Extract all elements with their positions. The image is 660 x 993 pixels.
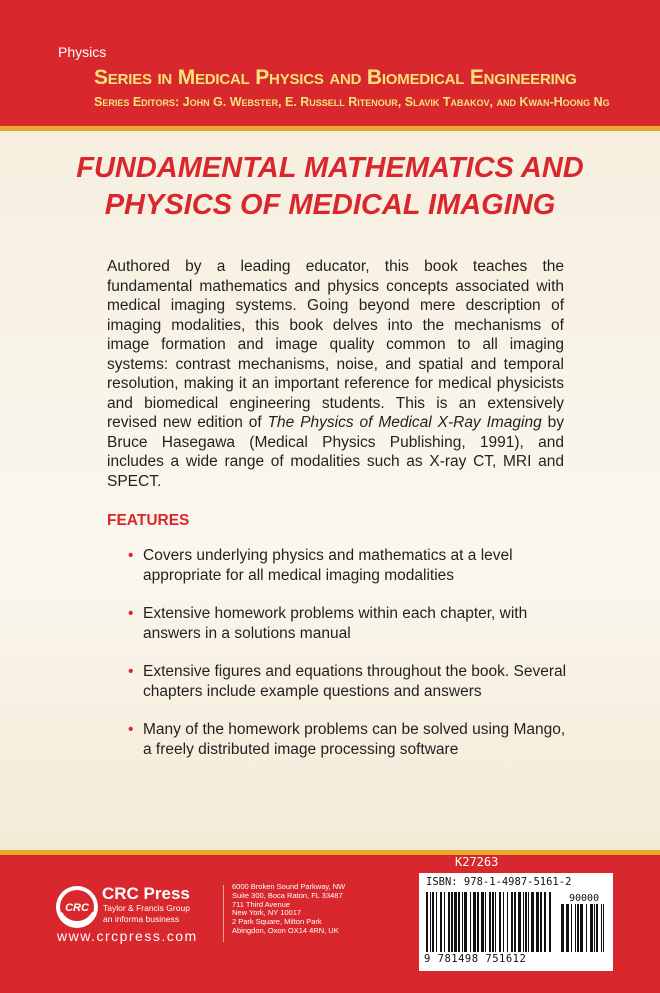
barcode-bar [440,892,442,952]
barcode-icon [426,892,554,952]
barcode-bar [489,892,491,952]
publisher-address [232,883,345,936]
barcode-bar [464,892,467,952]
description-text-1: Authored by a leading educator, this book teaches the fundamental mathematics and physics concepts associated with medical imaging systems. Going beyond mere description of imaging modalities, this book delves into the mechanisms of image formation and image quality common to all imaging systems: contrast mechanisms, noise, and spatial and temporal resolution, making it an important reference for medical physicists and biomedical engineering students. This is an extensively revised new edition of [107,258,564,431]
barcode-bar [492,892,494,952]
barcode-bar [473,892,476,952]
publisher-tagline: an informa business [103,914,180,924]
barcode-bar [594,904,595,952]
book-title-line-1: FUNDAMENTAL MATHEMATICS AND [76,152,584,184]
barcode-bar [514,892,516,952]
barcode-addon-icon [561,904,607,952]
bullet-icon: • [128,721,134,738]
barcode-bar [481,892,484,952]
barcode-bar [477,892,479,952]
isbn-number: ISBN: 978-1-4987-5161-2 [426,876,572,888]
crc-logo-text: CRC [65,902,89,914]
feature-item: • Extensive figures and equations throughout the book. Several chapters include example questions and answers [128,663,567,700]
category-label: Physics [58,44,107,60]
barcode-bar [451,892,453,952]
barcode-digits: 9 781498 751612 [424,953,527,965]
barcode-bar [531,892,534,952]
address-line: 711 Third Avenue [232,899,290,909]
barcode-bar [432,892,434,952]
series-title: Series in Medical Physics and Biomedical Engineering [94,66,577,89]
barcode-bar [577,904,579,952]
referenced-book-title: The Physics of Medical X-Ray Imaging [267,414,542,431]
barcode-bar [426,892,428,952]
barcode-bar [462,892,463,952]
address-line: New York, NY 10017 [232,908,302,918]
barcode-bar [544,892,546,952]
bullet-icon: • [128,663,134,680]
description-text-2: by Bruce Hasegawa (Medical Physics Publishing, 1991), and includes a wide range of modalities such as X-ray CT, MRI and SPECT. [107,414,565,490]
barcode-bar [470,892,471,952]
barcode-bar [590,904,593,952]
address-line: 6000 Broken Sound Parkway, NW [232,882,346,891]
book-title-line-2: PHYSICS OF MEDICAL IMAGING [104,189,556,221]
barcode-bar [575,904,576,952]
feature-item: • Many of the homework problems can be solved using Mango, a freely distributed image processing software [128,721,566,758]
barcode-bar [518,892,521,952]
address-line: Abingdon, Oxon OX14 4RN, UK [232,925,339,935]
address-line: 2 Park Square, Milton Park [232,917,322,927]
barcode-bar [507,892,508,952]
barcode-bar [571,904,572,952]
product-code: K27263 [455,855,499,869]
series-editors: Series Editors: John G. Webster, E. Russell Ritenour, Slavik Tabakov, and Kwan-Hoong Ng [94,95,610,109]
feature-item: • Covers underlying physics and mathematics at a level appropriate for all medical imaging modalities [128,547,513,584]
barcode-bar [503,892,504,952]
barcode-bar [454,892,457,952]
barcode-bar [499,892,501,952]
barcode-bar [523,892,524,952]
publisher-name: CRC Press [102,884,190,903]
barcode-bar [580,904,583,952]
publisher-website: www.crcpress.com [57,928,198,944]
address-divider [223,885,224,942]
bullet-icon: • [128,605,134,622]
book-title [0,150,660,224]
barcode-bar [511,892,513,952]
barcode-bar [586,904,587,952]
barcode-bar [448,892,450,952]
features-list [124,546,574,778]
book-description [107,257,564,491]
address-line: Suite 300, Boca Raton, FL 33487 [232,890,343,900]
feature-item: • Extensive homework problems within each chapter, with answers in a solutions manual [128,605,528,642]
barcode-bar [495,892,496,952]
price-code: 90000 [569,893,600,904]
barcode-bar [525,892,527,952]
features-heading: FEATURES [107,512,190,529]
barcode-bar [540,892,542,952]
barcode-bar [485,892,486,952]
barcode-bar [528,892,529,952]
publisher-tagline: Taylor & Francis Group [103,903,190,913]
barcode-bar [566,904,569,952]
barcode-bar [561,904,564,952]
barcode-bar [596,904,598,952]
barcode-bar [458,892,460,952]
barcode-bar [444,892,445,952]
barcode-bar [549,892,551,952]
barcode-bar [601,904,602,952]
bullet-icon: • [128,547,134,564]
barcode-bar [436,892,437,952]
barcode-bar [536,892,539,952]
crc-logo-icon [54,884,100,930]
barcode-bar [603,904,604,952]
barcode-bar [430,892,431,952]
